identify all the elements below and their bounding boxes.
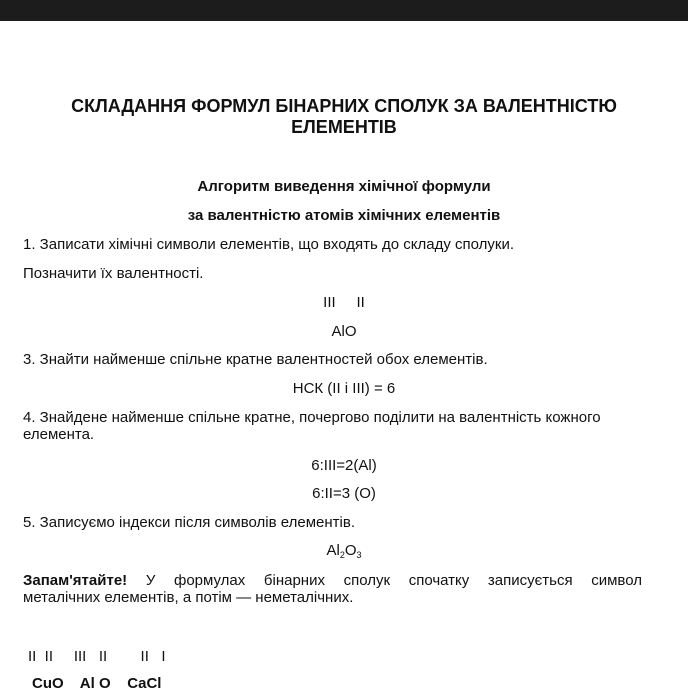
remember-note (23, 572, 642, 606)
step-4-line-2: елемента. (23, 426, 95, 443)
valence-marks: III II (323, 294, 365, 311)
title-line-2: ЕЛЕМЕНТІВ (291, 117, 397, 137)
remember-line-1 (23, 572, 642, 589)
step-4-line-1: 4. Знайдене найменше спільне кратне, почергово поділити на валентність кожного (23, 409, 601, 426)
division-al: 6:III=2(Al) (311, 457, 377, 474)
remember-line-2: металічних елементів, а потім — неметалічних. (23, 589, 354, 606)
result-o: O (344, 542, 357, 559)
document-page (0, 21, 688, 692)
result-formula (0, 542, 688, 560)
example-formula: AlO (331, 323, 357, 340)
bottom-valences: II II III II II I (28, 648, 166, 665)
division-o: 6:II=3 (O) (312, 485, 376, 502)
title-line-1: СКЛАДАННЯ ФОРМУЛ БІНАРНИХ СПОЛУК ЗА ВАЛЕНТНІСТЮ (71, 96, 617, 116)
step-1: 1. Записати хімічні символи елементів, що входять до складу сполуки. (23, 236, 515, 253)
page-title (30, 96, 658, 138)
remember-label: Запам'ятайте! (23, 572, 128, 589)
top-bar (0, 0, 688, 21)
step-5: 5. Записуємо індекси після символів елементів. (23, 514, 355, 531)
lcm-result: НСК (II і III) = 6 (292, 380, 396, 397)
result-o-index: 3 (356, 550, 362, 560)
step-3: 3. Знайти найменше спільне кратне валентностей обох елементів. (23, 351, 488, 368)
bottom-formulas: CuO Al O CaCl (32, 675, 162, 692)
result-al: Al (326, 542, 340, 559)
algorithm-heading-2: за валентністю атомів хімічних елементів (187, 207, 501, 224)
result-al-index: 2 (339, 550, 345, 560)
step-4 (23, 409, 642, 443)
algorithm-heading-1: Алгоритм виведення хімічної формули (197, 178, 491, 195)
remember-text-1: У формулах бінарних сполук спочатку записується символ (145, 572, 642, 589)
step-1-continuation: Позначити їх валентності. (23, 265, 204, 282)
